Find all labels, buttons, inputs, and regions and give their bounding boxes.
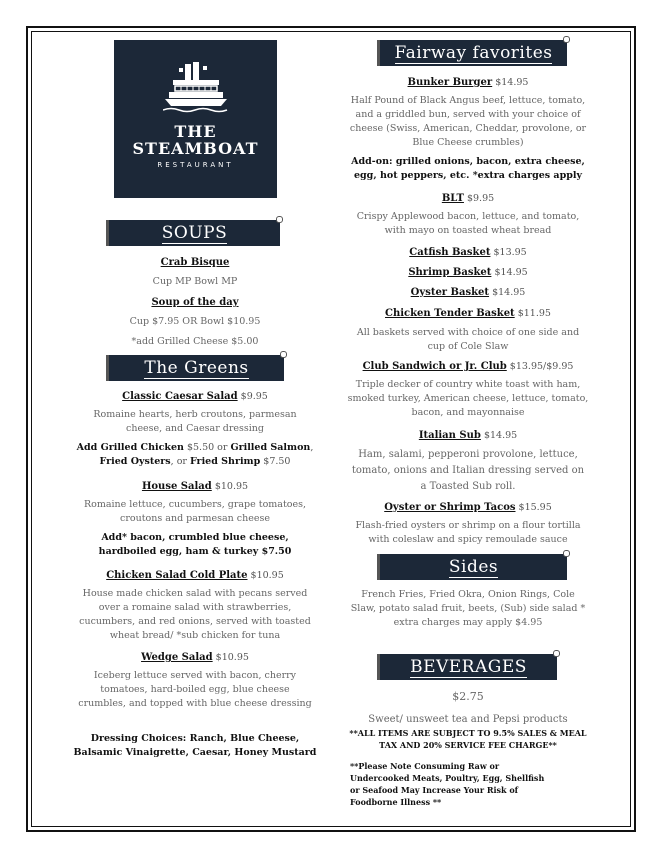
- logo-text-steamboat: STEAMBOAT: [132, 139, 259, 158]
- bunker-burger-item: [348, 76, 588, 183]
- sides-banner: [377, 554, 567, 580]
- food-warning: [350, 760, 550, 808]
- tender-price: $11.95: [517, 308, 551, 319]
- shrimp-basket-item: [348, 266, 588, 279]
- tax-note: **ALL ITEMS ARE SUBJECT TO 9.5% SALES & MEAL TAX AND 20% SERVICE FEE CHARGE**: [349, 728, 587, 750]
- burger-add-ons: Add-on: grilled onions, bacon, extra cheese, egg, hot peppers, etc. *extra charges apply: [351, 156, 585, 181]
- caesar-add-ons: Add Grilled Chicken $5.50 or Grilled Salmon, Fried Oysters, or Fried Shrimp $7.50: [76, 442, 314, 467]
- wedge-title: Wedge Salad: [141, 652, 213, 663]
- burger-price: $14.95: [495, 77, 529, 88]
- food-warning-text: **Please Note Consuming Raw or Undercooked Meats, Poultry, Egg, Shellfish or Seafood May Increase Your Risk of Foodborne Illness **: [350, 761, 545, 807]
- chicken-salad-item: [72, 569, 318, 643]
- blt-desc: Crispy Applewood bacon, lettuce, and tomato, with mayo on toasted wheat bread: [356, 211, 580, 236]
- fairway-heading: Fairway favorites: [394, 43, 553, 63]
- sides-heading: Sides: [448, 557, 499, 577]
- tacos-item: [348, 501, 588, 547]
- tacos-desc: Flash-fried oysters or shrimp on a flour tortilla with coleslaw and spicy remoulade sauce: [355, 520, 581, 545]
- house-price: $10.95: [214, 481, 249, 492]
- wedge-price: $10.95: [215, 652, 249, 663]
- soup-of-day-title: Soup of the day: [151, 297, 239, 308]
- shrimp-basket-title: Shrimp Basket: [408, 267, 492, 278]
- catfish-title: Catfish Basket: [409, 247, 491, 258]
- italian-title: Italian Sub: [418, 430, 481, 441]
- burger-desc: Half Pound of Black Angus beef, lettuce, tomato, and a griddled bun, served with your choice of cheese (Swiss, American, Cheddar, provolone, or Blue Cheese crumbles): [349, 95, 587, 148]
- soups-banner: [106, 220, 280, 246]
- beverages-item: [348, 690, 588, 751]
- caesar-price: $9.95: [240, 391, 268, 402]
- house-salad-item: [74, 480, 316, 559]
- soup-of-day-price: Cup $7.95 OR Bowl $10.95: [129, 316, 261, 327]
- restaurant-logo: [114, 40, 277, 198]
- burger-title: Bunker Burger: [407, 77, 493, 88]
- basket-note: [348, 326, 588, 354]
- soups-heading: SOUPS: [161, 223, 228, 243]
- dressing-text: Dressing Choices: Ranch, Blue Cheese, Balsamic Vinaigrette, Caesar, Honey Mustard: [73, 733, 317, 758]
- italian-price: $14.95: [483, 430, 518, 441]
- crab-bisque-item: [72, 256, 318, 289]
- logo-text-the: THE: [174, 122, 217, 141]
- dressing-choices: [70, 732, 320, 760]
- soup-of-day-item: [72, 296, 318, 349]
- shrimp-basket-price: $14.95: [494, 267, 528, 278]
- italian-sub-item: [348, 429, 588, 495]
- italian-desc: Ham, salami, pepperoni provolone, lettuce, tomato, onions and Italian dressing served on a Toasted Sub roll.: [351, 449, 585, 492]
- tacos-title: Oyster or Shrimp Tacos: [384, 502, 516, 513]
- wedge-desc: Iceberg lettuce served with bacon, cherry tomatoes, hard-boiled egg, blue cheese crumbles, and topped with blue cheese dressing: [78, 670, 312, 709]
- chicken-tender-basket-item: [348, 307, 588, 320]
- blt-price: $9.95: [466, 193, 495, 204]
- beverages-banner: [377, 654, 557, 680]
- blt-title: BLT: [441, 193, 464, 204]
- caesar-salad-item: [74, 390, 316, 469]
- greens-banner: [106, 355, 284, 381]
- catfish-price: $13.95: [493, 247, 527, 258]
- caesar-title: Classic Caesar Salad: [122, 391, 238, 402]
- steamboat-icon: [163, 62, 229, 114]
- chicken-salad-price: $10.95: [250, 570, 284, 581]
- house-desc: Romaine lettuce, cucumbers, grape tomatoes, croutons and parmesan cheese: [83, 499, 307, 524]
- beverage-price: $2.75: [452, 690, 484, 703]
- blt-item: [348, 192, 588, 238]
- crab-bisque-title: Crab Bisque: [160, 257, 230, 268]
- tacos-price: $15.95: [518, 502, 552, 513]
- chicken-salad-title: Chicken Salad Cold Plate: [106, 570, 248, 581]
- beverages-heading: BEVERAGES: [410, 657, 527, 677]
- club-title: Club Sandwich or Jr. Club: [362, 361, 507, 372]
- oyster-basket-price: $14.95: [492, 287, 526, 298]
- logo-text-restaurant: RESTAURANT: [157, 161, 234, 169]
- tender-title: Chicken Tender Basket: [385, 308, 515, 319]
- beverage-desc: Sweet/ unsweet tea and Pepsi products: [368, 714, 568, 725]
- oyster-basket-title: Oyster Basket: [410, 287, 490, 298]
- caesar-desc: Romaine hearts, herb croutons, parmesan cheese, and Caesar dressing: [93, 409, 297, 434]
- club-price: $13.95/$9.95: [509, 361, 574, 372]
- fairway-banner: [377, 40, 567, 66]
- greens-heading: The Greens: [144, 358, 249, 378]
- chicken-salad-desc: House made chicken salad with pecans served over a romaine salad with strawberries, cucumbers, and red onions, served with toasted wheat bread/ *sub chicken for tuna: [79, 588, 311, 641]
- catfish-basket-item: [348, 246, 588, 259]
- sides-desc: French Fries, Fried Okra, Onion Rings, Cole Slaw, potato salad fruit, beets, (Sub) side salad * extra charges may apply $4.95: [350, 589, 586, 628]
- basket-note-text: All baskets served with choice of one side and cup of Cole Slaw: [356, 327, 580, 352]
- club-sandwich-item: [346, 360, 590, 420]
- club-desc: Triple decker of country white toast with ham, smoked turkey, American cheese, lettuce, tomato, bacon, and mayonnaise: [347, 379, 589, 418]
- oyster-basket-item: [348, 286, 588, 299]
- crab-bisque-price: Cup MP Bowl MP: [152, 276, 238, 287]
- sides-item: [348, 588, 588, 630]
- house-add-ons: Add* bacon, crumbled blue cheese, hardboiled egg, ham & turkey $7.50: [98, 532, 292, 557]
- wedge-salad-item: [76, 651, 314, 711]
- house-title: House Salad: [141, 481, 212, 492]
- soup-add-note: *add Grilled Cheese $5.00: [131, 336, 259, 347]
